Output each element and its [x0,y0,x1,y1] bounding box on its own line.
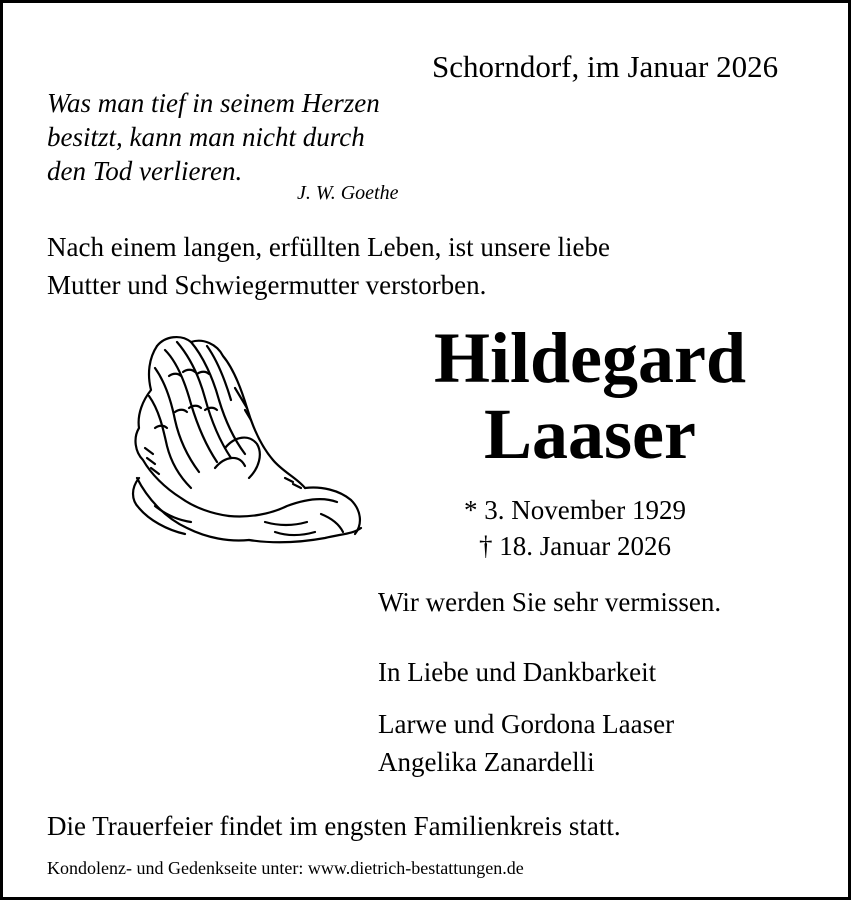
last-name: Laaser [484,394,696,474]
mourners-list [378,705,674,781]
intro-line: Mutter und Schwiegermutter verstorben. [47,270,487,300]
quote-author: J. W. Goethe [297,182,399,204]
quote-line: besitzt, kann man nicht durch [47,122,365,152]
life-dates [410,492,740,564]
quote-line: den Tod verlieren. [47,156,243,186]
birth-date: * 3. November 1929 [464,495,686,525]
quote-line: Was man tief in seinem Herzen [47,88,380,118]
farewell-message: Wir werden Sie sehr vermissen. [378,587,722,617]
intro-line: Nach einem langen, erfüllten Leben, ist unsere liebe [47,232,611,262]
death-date: † 18. Januar 2026 [479,531,671,561]
mourner-name: Angelika Zanardelli [378,747,595,777]
deceased-name [410,320,770,472]
goethe-quote [47,86,380,188]
first-name: Hildegard [433,318,746,398]
closing-greeting: In Liebe und Dankbarkeit [378,657,657,687]
intro-text [47,228,610,304]
condolence-website: Kondolenz- und Gedenkseite unter: www.dietrich-bestattungen.de [47,858,524,878]
ceremony-note: Die Trauerfeier findet im engsten Familienkreis statt. [47,811,621,841]
place-date: Schorndorf, im Januar 2026 [432,49,779,84]
praying-hands-icon [125,328,370,550]
mourner-name: Larwe und Gordona Laaser [378,709,675,739]
